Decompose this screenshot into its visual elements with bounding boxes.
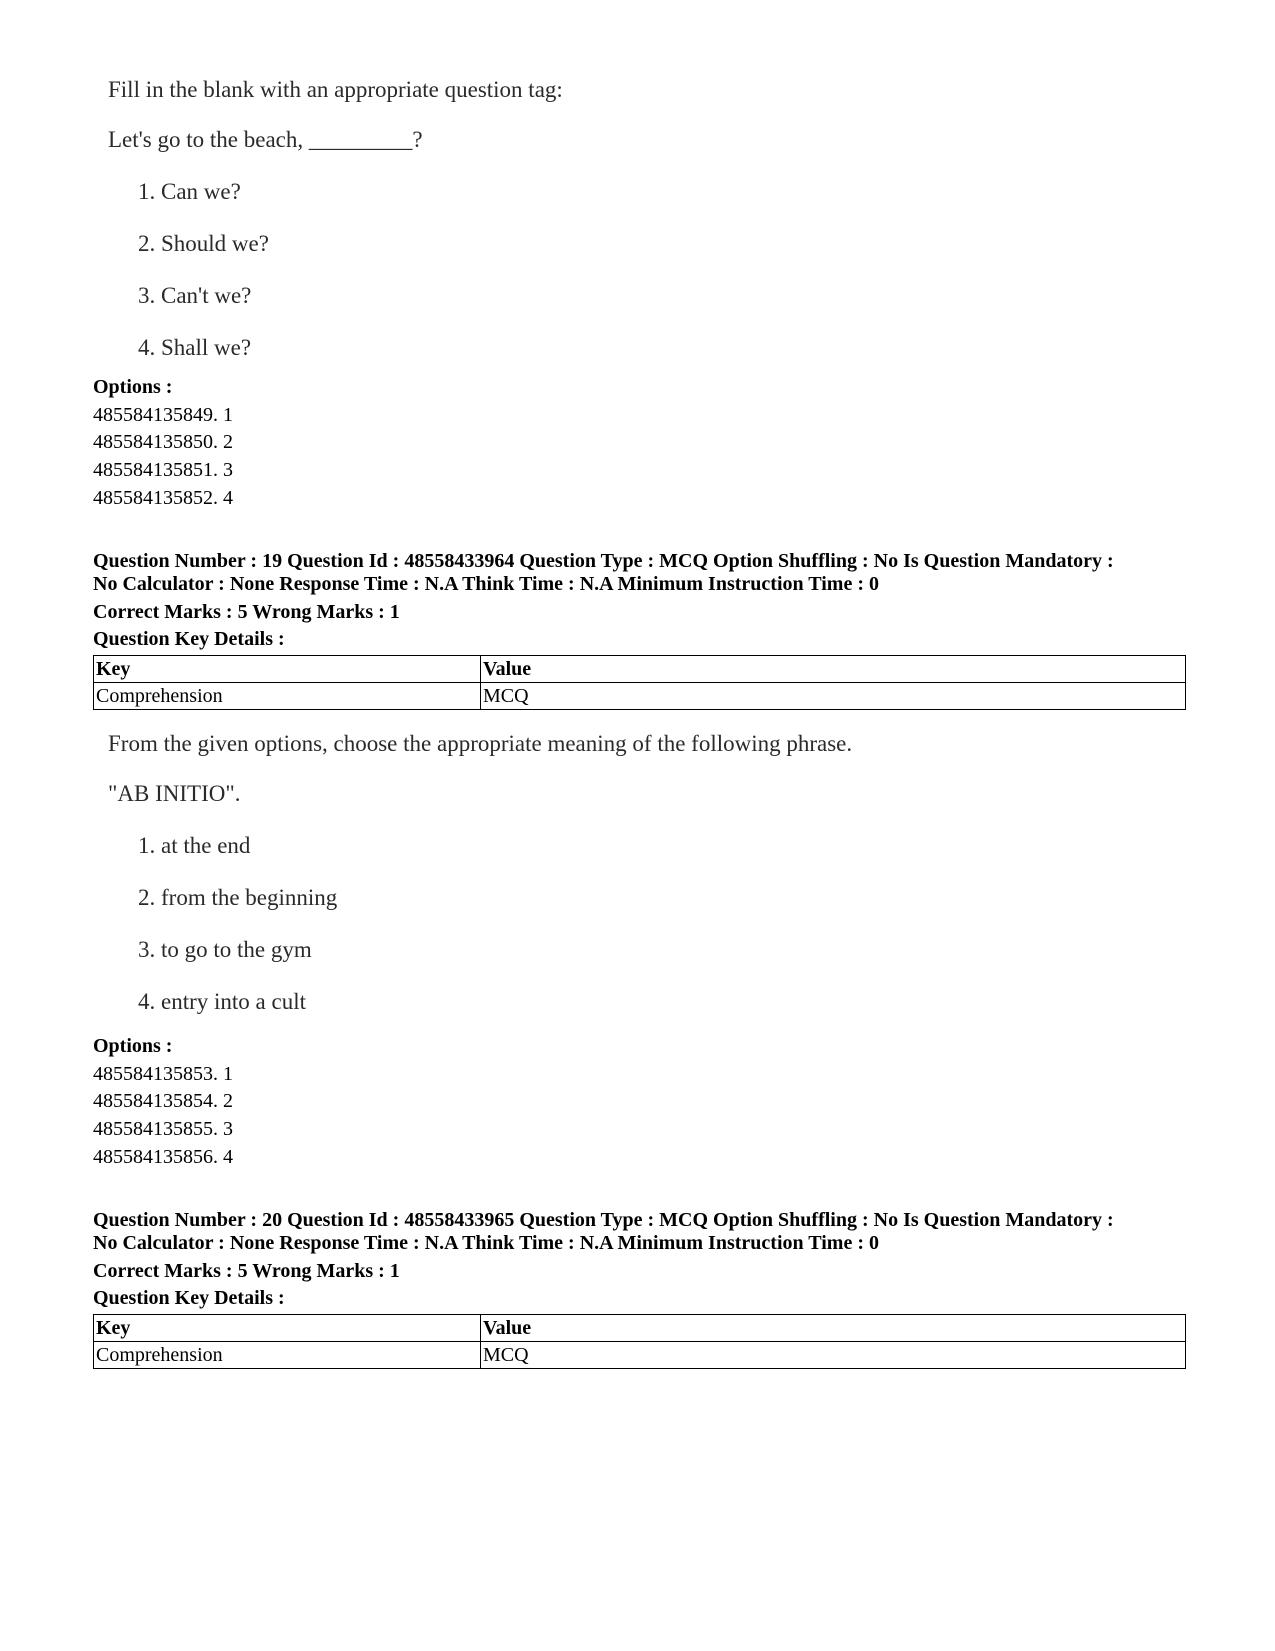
question-text: Fill in the blank with an appropriate question tag:: [108, 77, 563, 102]
table-cell-value: MCQ: [481, 1342, 1186, 1369]
question-prompt: "AB INITIO".: [108, 781, 241, 806]
question-19-key-details-label: Question Key Details :: [93, 628, 285, 650]
question-20-key-table: [93, 1314, 1186, 1369]
question-20-header-line2: No Calculator : None Response Time : N.A Think Time : N.A Minimum Instruction Time : 0: [93, 1232, 879, 1254]
question-text: From the given options, choose the appropriate meaning of the following phrase.: [108, 731, 853, 756]
table-header-key: Key: [94, 1315, 481, 1342]
choice-1: 1. at the end: [138, 833, 251, 858]
table-cell-value: MCQ: [481, 683, 1186, 710]
question-19-marks: Correct Marks : 5 Wrong Marks : 1: [93, 601, 400, 623]
table-cell-key: Comprehension: [94, 683, 481, 710]
options-label: Options :: [93, 1035, 173, 1057]
question-prompt: Let's go to the beach, _________?: [108, 127, 423, 152]
question-19-header-line1: Question Number : 19 Question Id : 48558433964 Question Type : MCQ Option Shuffling : No Is Question Mandatory :: [93, 550, 1114, 572]
option-id-3: 485584135855. 3: [93, 1118, 233, 1140]
question-20-header-line1: Question Number : 20 Question Id : 48558433965 Question Type : MCQ Option Shuffling : No Is Question Mandatory :: [93, 1209, 1114, 1231]
table-header-row: [94, 1315, 1186, 1342]
choice-3: 3. Can't we?: [138, 283, 252, 308]
question-20-key-details-label: Question Key Details :: [93, 1287, 285, 1309]
table-row: [94, 1342, 1186, 1369]
table-row: [94, 683, 1186, 710]
option-id-1: 485584135849. 1: [93, 404, 233, 426]
table-cell-key: Comprehension: [94, 1342, 481, 1369]
choice-1: 1. Can we?: [138, 179, 241, 204]
option-id-2: 485584135854. 2: [93, 1090, 233, 1112]
choice-4: 4. entry into a cult: [138, 989, 306, 1014]
table-header-row: [94, 656, 1186, 683]
choice-3: 3. to go to the gym: [138, 937, 312, 962]
choice-2: 2. Should we?: [138, 231, 269, 256]
option-id-4: 485584135852. 4: [93, 487, 233, 509]
choice-4: 4. Shall we?: [138, 335, 252, 360]
choice-2: 2. from the beginning: [138, 885, 338, 910]
question-19-header-line2: No Calculator : None Response Time : N.A Think Time : N.A Minimum Instruction Time : 0: [93, 573, 879, 595]
option-id-2: 485584135850. 2: [93, 431, 233, 453]
table-header-value: Value: [481, 1315, 1186, 1342]
option-id-4: 485584135856. 4: [93, 1146, 233, 1168]
question-19-key-table: [93, 655, 1186, 710]
option-id-3: 485584135851. 3: [93, 459, 233, 481]
options-label: Options :: [93, 376, 173, 398]
table-header-key: Key: [94, 656, 481, 683]
option-id-1: 485584135853. 1: [93, 1063, 233, 1085]
table-header-value: Value: [481, 656, 1186, 683]
question-20-marks: Correct Marks : 5 Wrong Marks : 1: [93, 1260, 400, 1282]
